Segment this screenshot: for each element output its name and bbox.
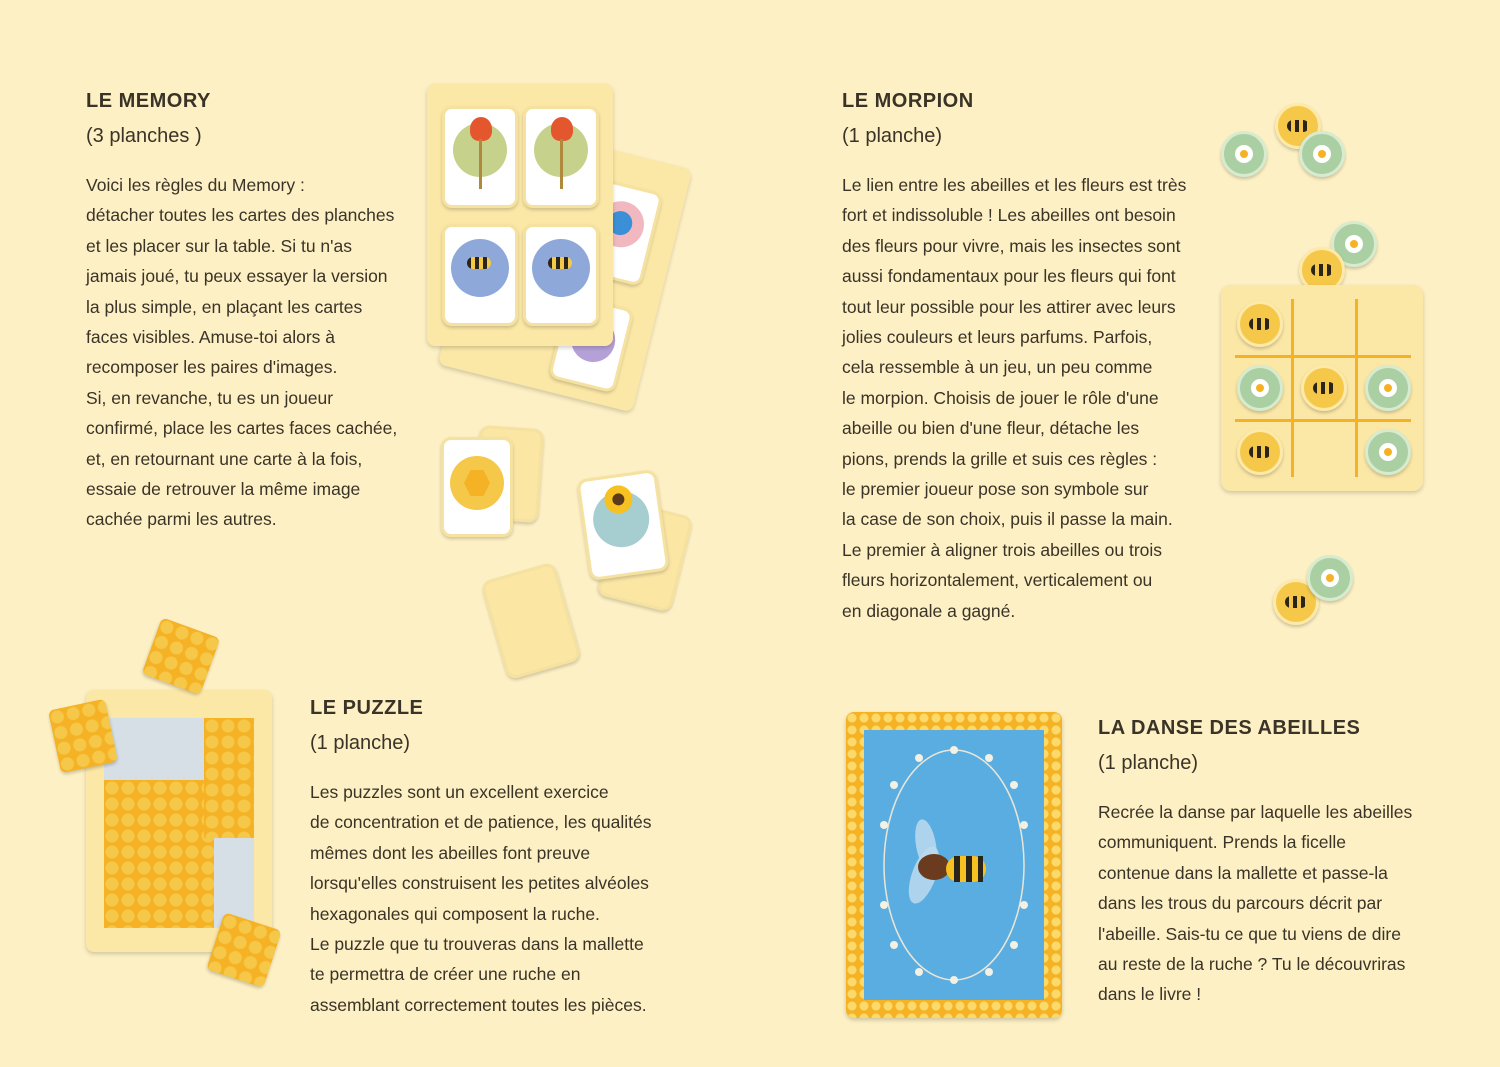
morpion-line: pions, prends la grille et suis ces règles :	[842, 448, 1158, 469]
memory-card-tulip	[523, 106, 599, 208]
danse-line: au reste de la ruche ? Tu le découvriras	[1098, 954, 1406, 975]
flower-token	[1365, 365, 1411, 411]
memory-subtitle: (3 planches )	[86, 125, 202, 147]
puzzle-subtitle: (1 planche)	[310, 732, 411, 754]
memory-title: LE MEMORY	[86, 90, 211, 112]
puzzle-line: mêmes dont les abeilles font preuve	[310, 842, 591, 863]
morpion-line: jolies couleurs et leurs parfums. Parfois,	[842, 327, 1153, 348]
morpion-title: LE MORPION	[842, 90, 974, 112]
morpion-line: le premier joueur pose son symbole sur	[842, 479, 1149, 500]
puzzle-line: Les puzzles sont un excellent exercice	[310, 782, 609, 802]
danse-line: dans les trous du parcours décrit par	[1098, 893, 1383, 914]
section-memory	[86, 84, 416, 535]
morpion-line: cela ressemble à un jeu, un peu comme	[842, 357, 1153, 378]
tic-tac-toe-board-illustration	[1215, 95, 1435, 635]
danse-subtitle: (1 planche)	[1098, 752, 1199, 774]
honeycomb-puzzle-illustration	[50, 620, 290, 1000]
memory-line: recomposer les paires d'images.	[86, 357, 338, 378]
section-morpion	[842, 84, 1192, 626]
morpion-line: des fleurs pour vivre, mais les insectes sont	[842, 235, 1181, 256]
bee-token	[1301, 365, 1347, 411]
danse-line: contenue dans la mallette et passe-la	[1098, 862, 1388, 883]
morpion-line: Le premier à aligner trois abeilles ou trois	[842, 539, 1163, 560]
puzzle-line: te permettra de créer une ruche en	[310, 964, 581, 985]
memory-card-bees	[523, 224, 599, 326]
memory-body	[86, 170, 416, 535]
morpion-line: aussi fondamentaux pour les fleurs qui font	[842, 266, 1176, 287]
morpion-line: le morpion. Choisis de jouer le rôle d'une	[842, 387, 1159, 408]
memory-cards-illustration	[425, 82, 705, 682]
danse-line: l'abeille. Sais-tu ce que tu viens de dire	[1098, 923, 1401, 944]
memory-line: confirmé, place les cartes faces cachée,	[86, 418, 398, 439]
puzzle-line: hexagonales qui composent la ruche.	[310, 903, 600, 924]
puzzle-body	[310, 777, 680, 1020]
memory-card-bees	[442, 224, 518, 326]
morpion-line: en diagonale a gagné.	[842, 600, 1016, 621]
puzzle-frame	[86, 690, 272, 952]
memory-line: essaie de retrouver la même image	[86, 479, 361, 500]
morpion-line: Le lien entre les abeilles et les fleurs est très	[842, 175, 1187, 195]
morpion-line: tout leur possible pour les attirer avec leurs	[842, 296, 1176, 317]
memory-line: et, en retournant une carte à la fois,	[86, 448, 363, 469]
danse-line: Recrée la danse par laquelle les abeilles	[1098, 802, 1413, 822]
memory-line: Voici les règles du Memory :	[86, 175, 305, 195]
flower-token	[1307, 555, 1353, 601]
puzzle-line: lorsqu'elles construisent les petites alvéoles	[310, 873, 649, 894]
flower-token	[1221, 131, 1267, 177]
puzzle-piece	[142, 617, 221, 695]
memory-line: faces visibles. Amuse-toi alors à	[86, 327, 335, 348]
puzzle-line: de concentration et de patience, les qualités	[310, 812, 652, 833]
bee-dance-card-illustration	[846, 712, 1062, 1018]
memory-card-back	[480, 562, 581, 681]
memory-card-sunflower	[576, 469, 669, 581]
danse-title: LA DANSE DES ABEILLES	[1098, 717, 1361, 739]
morpion-line: la case de son choix, puis il passe la main.	[842, 509, 1173, 530]
memory-line: détacher toutes les cartes des planches	[86, 205, 395, 226]
section-puzzle	[310, 691, 680, 1020]
bee-token	[1237, 301, 1283, 347]
puzzle-title: LE PUZZLE	[310, 697, 424, 719]
memory-line: Si, en revanche, tu es un joueur	[86, 387, 334, 408]
memory-line: cachée parmi les autres.	[86, 509, 277, 530]
memory-card-tulip	[442, 106, 518, 208]
bee-token	[1237, 429, 1283, 475]
morpion-body	[842, 170, 1192, 626]
puzzle-line: assemblant correctement toutes les pièces.	[310, 994, 647, 1015]
memory-front-plank	[427, 84, 613, 346]
danse-body	[1098, 797, 1438, 1010]
morpion-subtitle: (1 planche)	[842, 125, 943, 147]
flower-token	[1237, 365, 1283, 411]
memory-card-honeycomb	[441, 437, 513, 537]
morpion-line: fleurs horizontalement, verticalement ou	[842, 570, 1153, 591]
section-danse	[1098, 711, 1438, 1010]
puzzle-line: Le puzzle que tu trouveras dans la mallette	[310, 934, 644, 955]
morpion-line: fort et indissoluble ! Les abeilles ont besoin	[842, 205, 1176, 226]
memory-line: et les placer sur la table. Si tu n'as	[86, 235, 352, 256]
morpion-line: abeille ou bien d'une fleur, détache les	[842, 418, 1140, 439]
dance-path	[864, 730, 1044, 1000]
tic-tac-toe-board	[1221, 285, 1423, 491]
flower-token	[1299, 131, 1345, 177]
danse-line: communiquent. Prends la ficelle	[1098, 832, 1347, 853]
memory-line: la plus simple, en plaçant les cartes	[86, 296, 363, 317]
flower-token	[1365, 429, 1411, 475]
danse-line: dans le livre !	[1098, 984, 1202, 1005]
memory-line: jamais joué, tu peux essayer la version	[86, 266, 388, 287]
